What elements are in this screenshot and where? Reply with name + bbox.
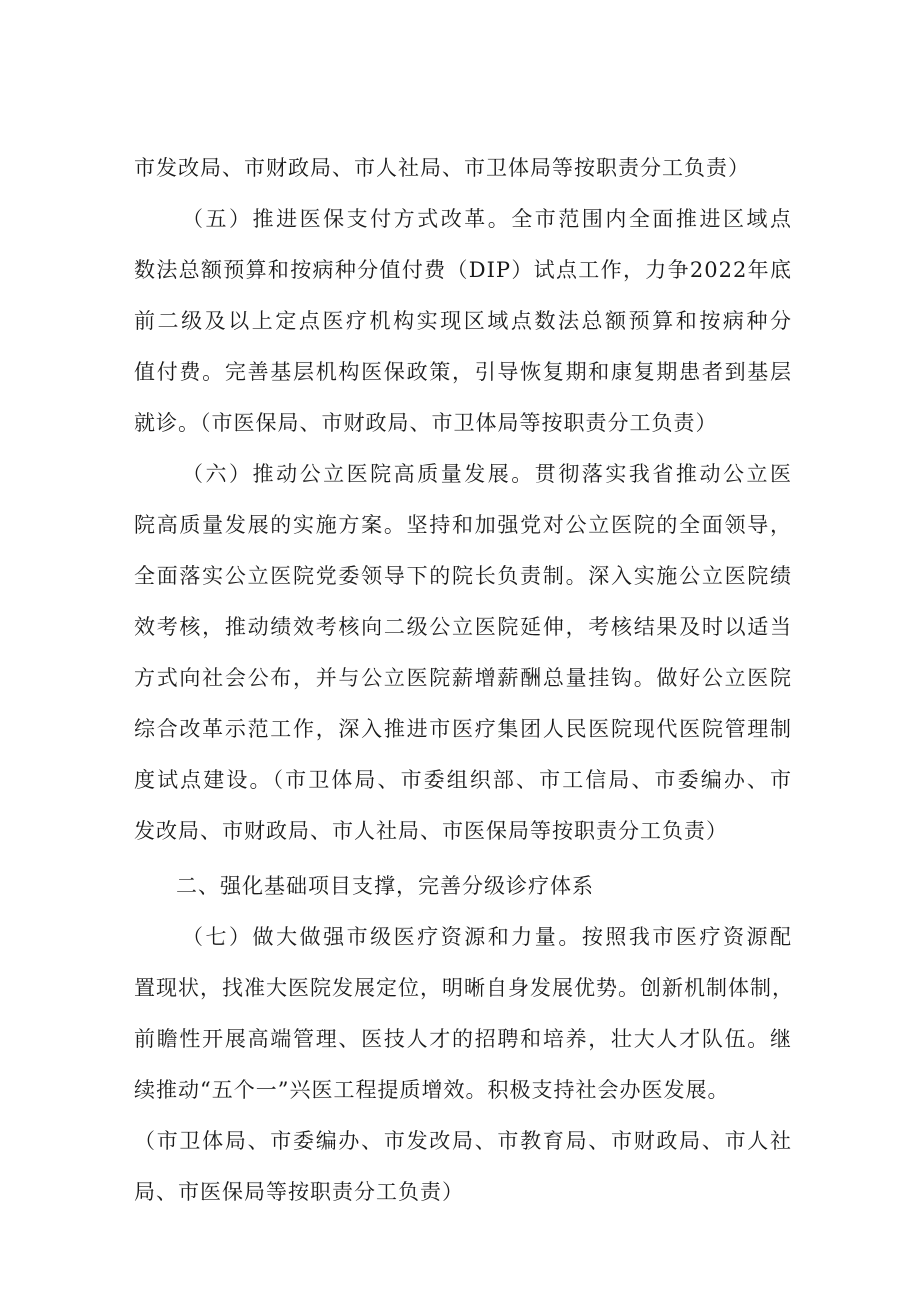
line-text: 发改局、市财政局、市人社局、市医保局等按职责分工负责）: [134, 819, 728, 843]
paragraph-line: [0, 664, 920, 692]
section-heading: [0, 872, 920, 900]
line-text: 置现状，找准大医院发展定位，明晰自身发展优势。创新机制体制，: [134, 976, 794, 1000]
line-text: 续推动“五个一”兴医工程提质增效。积极支持社会办医发展。: [134, 1078, 730, 1102]
line-text: 市发改局、市财政局、市人社局、市卫体局等按职责分工负责）: [134, 156, 750, 180]
line-text: 效考核，推动绩效考核向二级公立医院延伸，考核结果及时以适当: [134, 615, 792, 639]
paragraph-line: [0, 715, 920, 743]
line-text: 局、市医保局等按职责分工负责）: [134, 1180, 464, 1204]
paragraph-line: [0, 974, 920, 1002]
paragraph-line: [0, 1025, 920, 1053]
line-text: 前瞻性开展高端管理、医技人才的招聘和培养，壮大人才队伍。继: [134, 1027, 792, 1051]
paragraph-line: [0, 817, 920, 845]
paragraph-line: [0, 923, 920, 951]
paragraph-line: [0, 1127, 920, 1155]
line-text: 数法总额预算和按病种分值付费（DIP）试点工作，力争2022年底: [134, 258, 792, 282]
heading-text: 二、强化基础项目支撑，完善分级诊疗体系: [176, 874, 594, 898]
line-text: 院高质量发展的实施方案。坚持和加强党对公立医院的全面领导，: [134, 513, 792, 537]
line-text: （五）推进医保支付方式改革。全市范围内全面推进区域点: [182, 207, 792, 231]
line-text: 就诊。（市医保局、市财政局、市卫体局等按职责分工负责）: [134, 411, 718, 435]
paragraph-line: [0, 307, 920, 335]
line-text: （七）做大做强市级医疗资源和力量。按照我市医疗资源配: [182, 925, 792, 949]
paragraph-line: [0, 562, 920, 590]
paragraph-line: [0, 1178, 920, 1206]
line-text: 综合改革示范工作，深入推进市医疗集团人民医院现代医院管理制: [134, 717, 792, 741]
line-text: （市卫体局、市委编办、市发改局、市教育局、市财政局、市人社: [134, 1129, 792, 1153]
paragraph-line: [0, 460, 920, 488]
paragraph-line: [0, 766, 920, 794]
paragraph-line: [0, 613, 920, 641]
paragraph-line: [0, 205, 920, 233]
line-text: 度试点建设。（市卫体局、市委组织部、市工信局、市委编办、市: [134, 768, 792, 792]
paragraph-line: [0, 409, 920, 437]
line-text: 前二级及以上定点医疗机构实现区域点数法总额预算和按病种分: [134, 309, 792, 333]
paragraph-line: [0, 358, 920, 386]
line-text: 全面落实公立医院党委领导下的院长负责制。深入实施公立医院绩: [134, 564, 792, 588]
line-text: （六）推动公立医院高质量发展。贯彻落实我省推动公立医: [182, 462, 792, 486]
paragraph-line: [0, 256, 920, 284]
paragraph-line: [0, 154, 920, 182]
paragraph-line: [0, 1076, 920, 1104]
paragraph-line: [0, 511, 920, 539]
line-text: 值付费。完善基层机构医保政策，引导恢复期和康复期患者到基层: [134, 360, 792, 384]
line-text: 方式向社会公布，并与公立医院薪增薪酬总量挂钩。做好公立医院: [134, 666, 792, 690]
